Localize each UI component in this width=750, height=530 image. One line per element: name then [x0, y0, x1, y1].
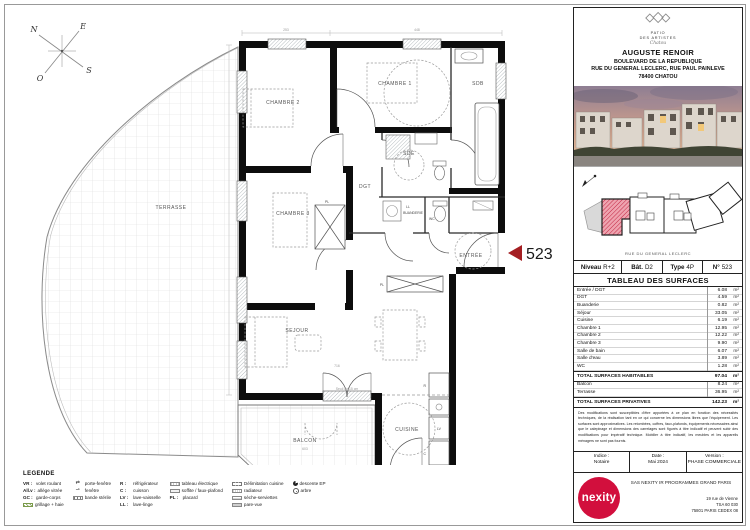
revision-version: Version : PHASE COMMERCIALE	[686, 452, 742, 472]
downspout-icon	[293, 481, 298, 486]
room-label-cuisine: CUISINE	[395, 427, 419, 433]
room-label-sde: SDE	[403, 151, 415, 157]
building-photo	[574, 86, 742, 166]
tree-icon	[293, 488, 299, 494]
legend-item: soffite / faux-plafond	[170, 487, 223, 494]
residence-name: AUGUSTE RENOIR	[621, 48, 695, 58]
legend-title: LEGENDE	[23, 471, 55, 477]
sterile-strip-icon	[73, 496, 83, 500]
legend-col-appliances	[120, 480, 161, 508]
privacy-screen-icon	[232, 503, 242, 507]
disclaimer-text: Des modifications sont susceptibles d'être apportées à ce plan en fonction des nécessités techniques, de la réalisation tant en ce qui concerne les dimensions libres que l'équipement. Les surfaces sont approximatives. Les retombées, coffres, faux-plafonds, équipements nécessaires ainsi que le calepinage et dimensions des carrelages sont figurés à titre indicatif et peuvent subir des modifications pour impératif technique. Mobilier à titre indicatif, les meubles et les appareils ménagers ne sont pas fournis.	[574, 407, 742, 451]
title-block	[573, 7, 743, 523]
info-type: Type 4P	[662, 261, 702, 273]
compass-n: N	[30, 25, 38, 34]
surface-row: Buanderie 0.82 m²	[574, 302, 742, 310]
nexity-logo: nexity	[578, 477, 620, 519]
room-label-dgt: DGT	[358, 184, 372, 190]
legend-col-abbreviations	[23, 480, 64, 508]
room-label-wc: WC	[429, 217, 435, 221]
company-address: 19 rue de Vienne TSA 60 030 75801 PARIS CEDEX 08	[691, 495, 738, 514]
terrace-area	[42, 46, 242, 457]
legend-item: C : cuisson	[120, 488, 149, 493]
room-label-sejour: SEJOUR	[285, 328, 309, 334]
tag-dishwasher: LV	[437, 427, 441, 431]
revision-date: Date : Mai 2024	[629, 452, 685, 472]
total-habitables-row: TOTAL SURFACES HABITABLES 97.04 m²	[574, 371, 742, 382]
surface-row: Cuisine 6.19 m²	[574, 317, 742, 325]
legend-item: pare-vue	[232, 501, 284, 508]
legend-item: R : réfrigérateur	[120, 481, 159, 486]
legend-item: grillage + haie	[23, 501, 64, 508]
surface-row: Chambre 3 9.90 m²	[574, 340, 742, 348]
key-plan-terrace	[584, 201, 604, 233]
unit-info-row	[574, 260, 742, 274]
key-plan-compass-icon	[582, 175, 596, 187]
kitchen-boundary-icon	[232, 482, 242, 486]
surface-row: Balcon 8.24 m²	[574, 382, 742, 390]
legend-item: All.v : allège vitrée	[23, 488, 63, 493]
legend-item: VR : volet roulant	[23, 481, 62, 486]
company-name: SAS NEXITY IR PROGRAMMES GRAND PARIS	[630, 480, 732, 486]
surface-table-title: TABLEAU DES SURFACES	[574, 274, 742, 287]
publisher-footer	[574, 472, 742, 522]
patio-des-artistes-logo-icon	[638, 11, 678, 26]
legend-col-fixtures	[170, 480, 223, 508]
room-label-sdb: SDB	[472, 81, 484, 87]
legend-item: tableau électrique	[170, 480, 223, 487]
tag-pl-entree: PL	[379, 283, 384, 287]
revision-row	[574, 451, 742, 472]
residence-address: BOULEVARD DE LA REPUBLIQUE RUE DU GENERAL LECLERC, RUE PAUL PAINLEVE 78400 CHATOU	[591, 59, 725, 80]
towel-dryer-icon	[232, 496, 242, 500]
key-plan	[574, 166, 742, 260]
info-numero: N° 523	[702, 261, 742, 273]
dim-448: 448	[414, 28, 420, 32]
surface-row: Chambre 1 12.95 m²	[574, 325, 742, 333]
surface-row: WC 1.28 m²	[574, 363, 742, 371]
compass-o: O	[36, 74, 44, 83]
surface-row: Salle de bain 6.07 m²	[574, 348, 742, 356]
room-label-chambre1: CHAMBRE 1	[378, 81, 412, 87]
total-privatives-row: TOTAL SURFACES PRIVATIVES 142.23 m²	[574, 397, 742, 408]
soffit-icon	[170, 489, 180, 493]
dim-253: 253	[283, 28, 289, 32]
revision-indice: Indice : Notaire	[593, 454, 610, 466]
project-city-script: Chatou	[649, 41, 667, 47]
legend	[23, 471, 423, 508]
tag-fridge: R	[423, 384, 426, 388]
annex-surface-rows	[574, 382, 742, 397]
unit-marker-arrow-icon	[508, 245, 522, 261]
compass-s: S	[86, 66, 92, 75]
legend-item: sèche-serviettes	[232, 494, 284, 501]
legend-col-openings	[73, 480, 111, 508]
room-label-terrasse: TERRASSE	[155, 205, 187, 211]
room-label-chambre2: CHAMBRE 2	[266, 100, 300, 106]
legend-col-misc	[232, 480, 284, 508]
project-header	[574, 8, 742, 86]
compass-rose	[30, 22, 93, 83]
surface-table	[574, 287, 742, 371]
info-batiment: Bât. D2	[621, 261, 661, 273]
room-label-ll: LL	[406, 205, 410, 209]
legend-item: radiateur	[232, 487, 284, 494]
key-plan-unit-highlight	[602, 199, 630, 235]
legend-item: LL : lave-linge	[120, 502, 153, 507]
window-icon: ⇀	[75, 487, 80, 493]
plan-sheet	[4, 4, 746, 526]
threshold-note: Seuil de 15 cm	[335, 387, 359, 391]
surface-row: Salle d'eau 3.89 m²	[574, 355, 742, 363]
compass-e: E	[80, 22, 86, 31]
legend-item: GC : garde-corps	[23, 495, 61, 500]
legend-item: arbre	[293, 487, 326, 494]
unit-marker	[508, 245, 553, 263]
room-label-balcon: BALCON	[293, 438, 317, 444]
floor-plan-svg	[5, 5, 579, 465]
tag-cooktop: C	[423, 452, 426, 456]
fence-hedge-icon	[23, 503, 33, 507]
unit-marker-number: 523	[526, 246, 553, 263]
french-door-icon: ⇄	[75, 480, 80, 486]
surface-row: Chambre 2 12.22 m²	[574, 333, 742, 341]
dim-603: 603	[302, 447, 308, 451]
legend-item: bande stérile	[73, 494, 111, 501]
dim-716: 716	[334, 364, 340, 368]
room-label-chambre3: CHAMBRE 3	[276, 211, 310, 217]
room-label-buanderie: BUANDERIE	[403, 211, 423, 215]
info-niveau: Niveau R+2	[580, 263, 615, 271]
legend-item: descente EP	[293, 480, 326, 487]
radiator-icon	[232, 489, 242, 493]
balcony-area	[238, 405, 375, 465]
key-plan-caption: RUE DU GENERAL LECLERC	[625, 251, 691, 256]
surface-row: DGT 4.59 m²	[574, 295, 742, 303]
surface-row: Terrasse 36.95 m²	[574, 389, 742, 397]
legend-item: ⇄ porte-fenêtre	[73, 480, 111, 487]
legend-item: ⇀ fenêtre	[73, 487, 111, 494]
tag-pl-chambre3: PL	[325, 200, 330, 204]
surface-row: Séjour 33.05 m²	[574, 310, 742, 318]
project-brand: PATIO DES ARTISTES	[639, 31, 677, 40]
legend-col-site	[293, 480, 326, 508]
surface-row: Entrée / DGT 6.08 m²	[574, 287, 742, 295]
legend-item: LV : lave-vaisselle	[120, 495, 161, 500]
floor-plan	[5, 5, 579, 465]
legend-item: Délimitation cuisine	[232, 480, 284, 487]
legend-item: PL : placard	[169, 495, 198, 500]
room-label-entree: ENTRÉE	[459, 253, 483, 259]
electric-board-icon	[170, 482, 180, 486]
